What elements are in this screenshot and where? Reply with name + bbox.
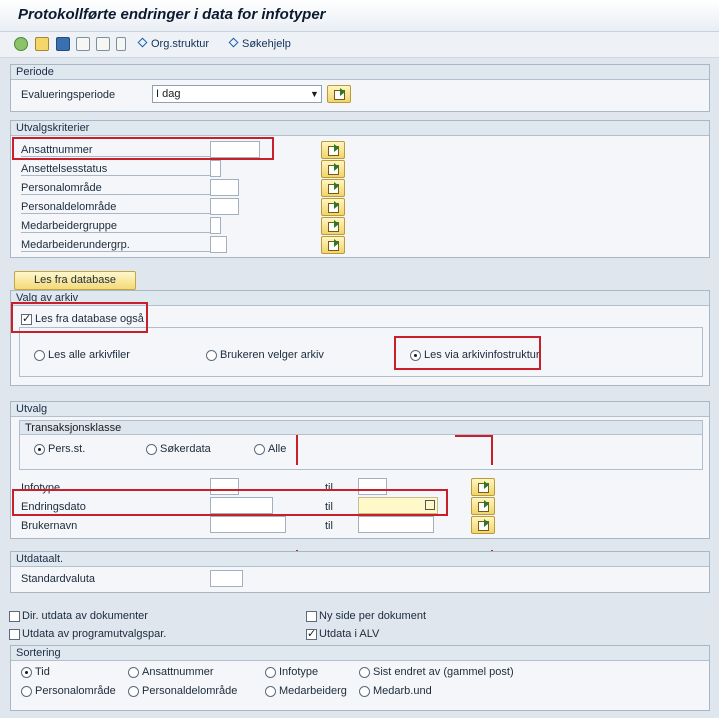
- utvalg-title: Utvalg: [11, 402, 709, 417]
- endringsdato-label: Endringsdato: [21, 501, 86, 513]
- brukeren-velger-arkiv-label: Brukeren velger arkiv: [220, 349, 324, 361]
- medarbeidergruppe-input[interactable]: [210, 217, 221, 234]
- sokehjelp-button[interactable]: Søkehjelp: [230, 38, 291, 50]
- medarbeiderundergrp-multiple-button[interactable]: [321, 236, 345, 254]
- evalueringsperiode-select[interactable]: I dag ▼: [152, 85, 322, 103]
- get-variant-icon[interactable]: [96, 37, 110, 51]
- periode-group: [10, 64, 710, 112]
- application-toolbar: [0, 32, 719, 58]
- sort-sist-endret-label: Sist endret av (gammel post): [373, 666, 514, 678]
- les-alle-arkivfiler-radio[interactable]: [34, 350, 45, 361]
- infotype-label: Infotype: [21, 482, 61, 494]
- arkivinfostruktur-highlight: [394, 336, 541, 370]
- les-fra-database-label: Les fra database også: [35, 313, 144, 325]
- personaldelomrade-label: Personaldelområde: [21, 201, 211, 214]
- sort-personaldelomrade-radio[interactable]: [128, 686, 139, 697]
- personalomrade-input[interactable]: [210, 179, 239, 196]
- sort-ansattnummer-label: Ansattnummer: [142, 666, 214, 678]
- infotype-til-label: til: [325, 482, 333, 494]
- ansattnummer-label: Ansattnummer: [21, 144, 211, 157]
- medarbeiderundergrp-label: Medarbeiderundergrp.: [21, 239, 211, 252]
- title-bar: [0, 0, 719, 32]
- personaldelomrade-input[interactable]: [210, 198, 239, 215]
- bracket-line: [296, 435, 298, 465]
- chevron-down-icon[interactable]: ▼: [308, 86, 321, 102]
- infotype-multiple-button[interactable]: [471, 478, 495, 496]
- pers-st-radio[interactable]: [34, 444, 45, 455]
- brukernavn-from-input[interactable]: [210, 516, 286, 533]
- sort-personaldelomrade-label: Personaldelområde: [142, 685, 238, 697]
- print-icon[interactable]: [76, 37, 90, 51]
- ansattnummer-multiple-button[interactable]: [321, 141, 345, 159]
- personalomrade-multiple-button[interactable]: [321, 179, 345, 197]
- transaksjonsklasse-title: Transaksjonsklasse: [20, 421, 702, 435]
- personaldelomrade-multiple-button[interactable]: [321, 198, 345, 216]
- sort-medarbeiderg-label: Medarbeiderg: [279, 685, 347, 697]
- sort-infotype-label: Infotype: [279, 666, 319, 678]
- les-fra-database-highlight: [11, 302, 148, 333]
- pers-st-label: Pers.st.: [48, 443, 86, 455]
- ansettelsesstatus-multiple-button[interactable]: [321, 160, 345, 178]
- endringsdato-highlight: [12, 489, 448, 516]
- endringsdato-multiple-button[interactable]: [471, 497, 495, 515]
- selection-options-icon[interactable]: [116, 37, 126, 51]
- execute-icon[interactable]: [14, 37, 28, 51]
- diamond-icon: [229, 38, 239, 48]
- evalueringsperiode-label: Evalueringsperiode: [21, 89, 116, 101]
- brukernavn-to-input[interactable]: [358, 516, 434, 533]
- personalomrade-label: Personalområde: [21, 182, 211, 195]
- les-fra-database-button[interactable]: Les fra database: [14, 271, 136, 290]
- standardvaluta-input[interactable]: [210, 570, 243, 587]
- org-struktur-button[interactable]: Org.struktur: [139, 38, 209, 50]
- alle-label: Alle: [268, 443, 287, 455]
- sortering-group: [10, 645, 710, 711]
- brukeren-velger-arkiv-radio[interactable]: [206, 350, 217, 361]
- brukernavn-til-label: til: [325, 520, 333, 532]
- brukernavn-label: Brukernavn: [21, 520, 78, 532]
- utdata-prog-checkbox[interactable]: [9, 629, 20, 640]
- periode-title: Periode: [11, 65, 709, 80]
- sokerdata-label: Søkerdata: [160, 443, 211, 455]
- endringsdato-til-label: til: [325, 501, 333, 513]
- ny-side-label: Ny side per dokument: [319, 610, 426, 622]
- brukernavn-multiple-button[interactable]: [471, 516, 495, 534]
- sort-medarb-und-radio[interactable]: [359, 686, 370, 697]
- arkiv-title: Valg av arkiv: [11, 291, 709, 306]
- sort-tid-radio[interactable]: [21, 667, 32, 678]
- page-title: Protokollførte endringer i data for infotyper: [18, 6, 326, 23]
- standardvaluta-label: Standardvaluta: [21, 573, 95, 585]
- bracket-line: [455, 435, 493, 437]
- variant-icon[interactable]: [35, 37, 49, 51]
- info-icon[interactable]: [56, 37, 70, 51]
- dir-utdata-label: Dir. utdata av dokumenter: [22, 610, 148, 622]
- ansettelsesstatus-label: Ansettelsesstatus: [21, 163, 211, 176]
- alle-radio[interactable]: [254, 444, 265, 455]
- bracket-line: [491, 435, 493, 465]
- period-selection-button[interactable]: [327, 85, 351, 103]
- les-alle-arkivfiler-label: Les alle arkivfiler: [48, 349, 130, 361]
- sort-ansattnummer-radio[interactable]: [128, 667, 139, 678]
- transaksjonsklasse-frame: [19, 420, 703, 470]
- sort-tid-label: Tid: [35, 666, 50, 678]
- sokerdata-radio[interactable]: [146, 444, 157, 455]
- sortering-title: Sortering: [11, 646, 709, 661]
- arkiv-options-frame: [19, 327, 703, 377]
- sort-sist-endret-radio[interactable]: [359, 667, 370, 678]
- medarbeiderundergrp-input[interactable]: [210, 236, 227, 253]
- medarbeidergruppe-multiple-button[interactable]: [321, 217, 345, 235]
- les-via-arkivinfostruktur-label: Les via arkivinfostruktur: [424, 349, 540, 361]
- diamond-icon: [138, 38, 148, 48]
- dir-utdata-checkbox[interactable]: [9, 611, 20, 622]
- utdata-group: [10, 551, 710, 593]
- sort-personalomrade-label: Personalområde: [35, 685, 116, 697]
- sort-personalomrade-radio[interactable]: [21, 686, 32, 697]
- utdata-prog-label: Utdata av programutvalgspar.: [22, 628, 167, 640]
- utvalgskriterier-title: Utvalgskriterier: [11, 121, 709, 136]
- utdata-alv-checkbox[interactable]: [306, 629, 317, 640]
- ny-side-checkbox[interactable]: [306, 611, 317, 622]
- ansattnummer-highlight: [12, 137, 274, 160]
- medarbeidergruppe-label: Medarbeidergruppe: [21, 220, 211, 233]
- sort-medarbeiderg-radio[interactable]: [265, 686, 276, 697]
- utdata-title: Utdataalt.: [11, 552, 709, 567]
- ansettelsesstatus-input[interactable]: [210, 160, 221, 177]
- sort-medarb-und-label: Medarb.und: [373, 685, 432, 697]
- utdata-alv-label: Utdata i ALV: [319, 628, 380, 640]
- sort-infotype-radio[interactable]: [265, 667, 276, 678]
- utvalg-group: [10, 401, 710, 539]
